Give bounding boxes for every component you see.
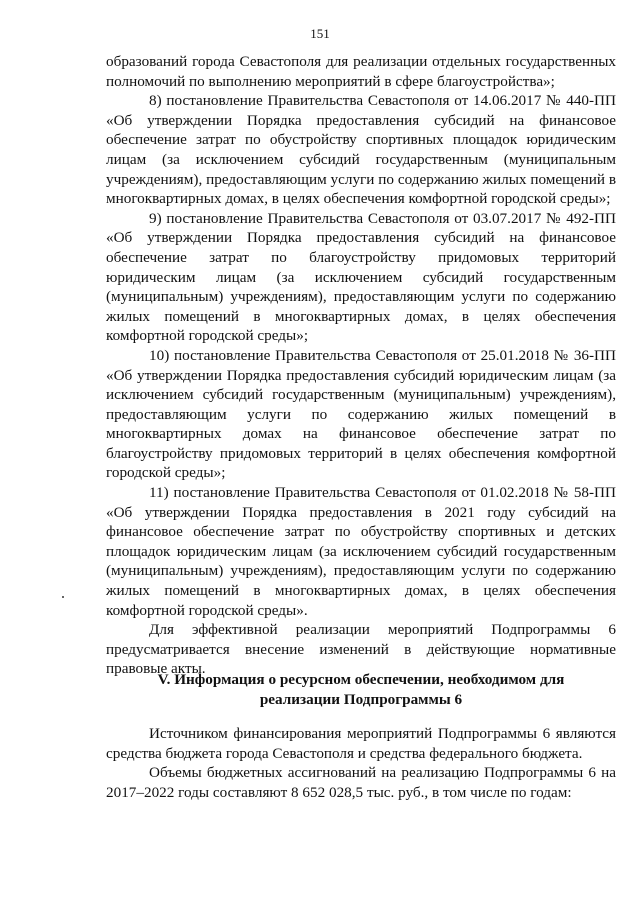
section-heading (106, 670, 616, 709)
page-number: 151 (310, 26, 330, 41)
funding-paragraph-volumes: Объемы бюджетных ассигнований на реализацию Подпрограммы 6 на 2017–2022 годы составляют 8 652 028,5 тыс. руб., в том числе по годам: (106, 764, 616, 801)
paragraph-item-9: 9) постановление Правительства Севастополя от 03.07.2017 № 492-ПП «Об утверждении Порядка предоставления субсидий на финансовое обеспечение затрат по благоустройству придомовых территорий юридическим лицам (за исключением субсидий государственным (муниципальным) учреждениям), предоставляющим услуги по содержанию жилых помещений в многоквартирных домах, в целях обеспечения комфортной городской среды»; (106, 209, 616, 345)
scan-speck (62, 596, 64, 598)
funding-section (106, 724, 616, 802)
paragraph-item-8: 8) постановление Правительства Севастополя от 14.06.2017 № 440-ПП «Об утверждении Порядка предоставления субсидий на финансовое обеспечение затрат по обустройству спортивных площадок юридическим лицам (за исключением субсидий государственным (муниципальным учреждениям), предоставляющим услуги по содержанию жилых помещений в многоквартирных домах, в целях обеспечения комфортной городской среды»; (106, 92, 616, 208)
paragraph-conclusion: Для эффективной реализации мероприятий Подпрограммы 6 предусматривается внесение изменений в действующие нормативные правовые акты. (106, 621, 616, 678)
section-heading-line-1: V. Информация о ресурсном обеспечении, необходимом для (157, 671, 565, 688)
paragraph-continuation: образований города Севастополя для реализации отдельных государственных полномочий по выполнению мероприятий в сфере благоустройства»; (106, 53, 616, 90)
paragraph-item-10: 10) постановление Правительства Севастополя от 25.01.2018 № 36-ПП «Об утверждении Порядка предоставления субсидий юридическим лицам (за исключением субсидий государственным (муниципальным) учреждениям), предоставляющим услуги по содержанию жилых помещений в многоквартирных домах на финансовое обеспечение затрат по благоустройству придомовых территорий в целях обеспечения комфортной городской среды»; (106, 346, 616, 482)
legal-acts-list (106, 52, 616, 679)
paragraph-item-11: 11) постановление Правительства Севастополя от 01.02.2018 № 58-ПП «Об утверждении Порядка предоставления в 2021 году субсидий на финансовое обеспечение затрат по обустройству спортивных и детских площадок юридическим лицам (за исключением субсидий государственным (муниципальным) учреждениям), предоставляющим услуги по содержанию жилых помещений в многоквартирных домах, в целях обеспечения комфортной городской среды». (106, 484, 616, 619)
section-heading-line-2: реализации Подпрограммы 6 (259, 690, 463, 708)
funding-paragraph-sources: Источником финансирования мероприятий Подпрограммы 6 являются средства бюджета города Севастополя и средства федерального бюджета. (106, 725, 616, 762)
